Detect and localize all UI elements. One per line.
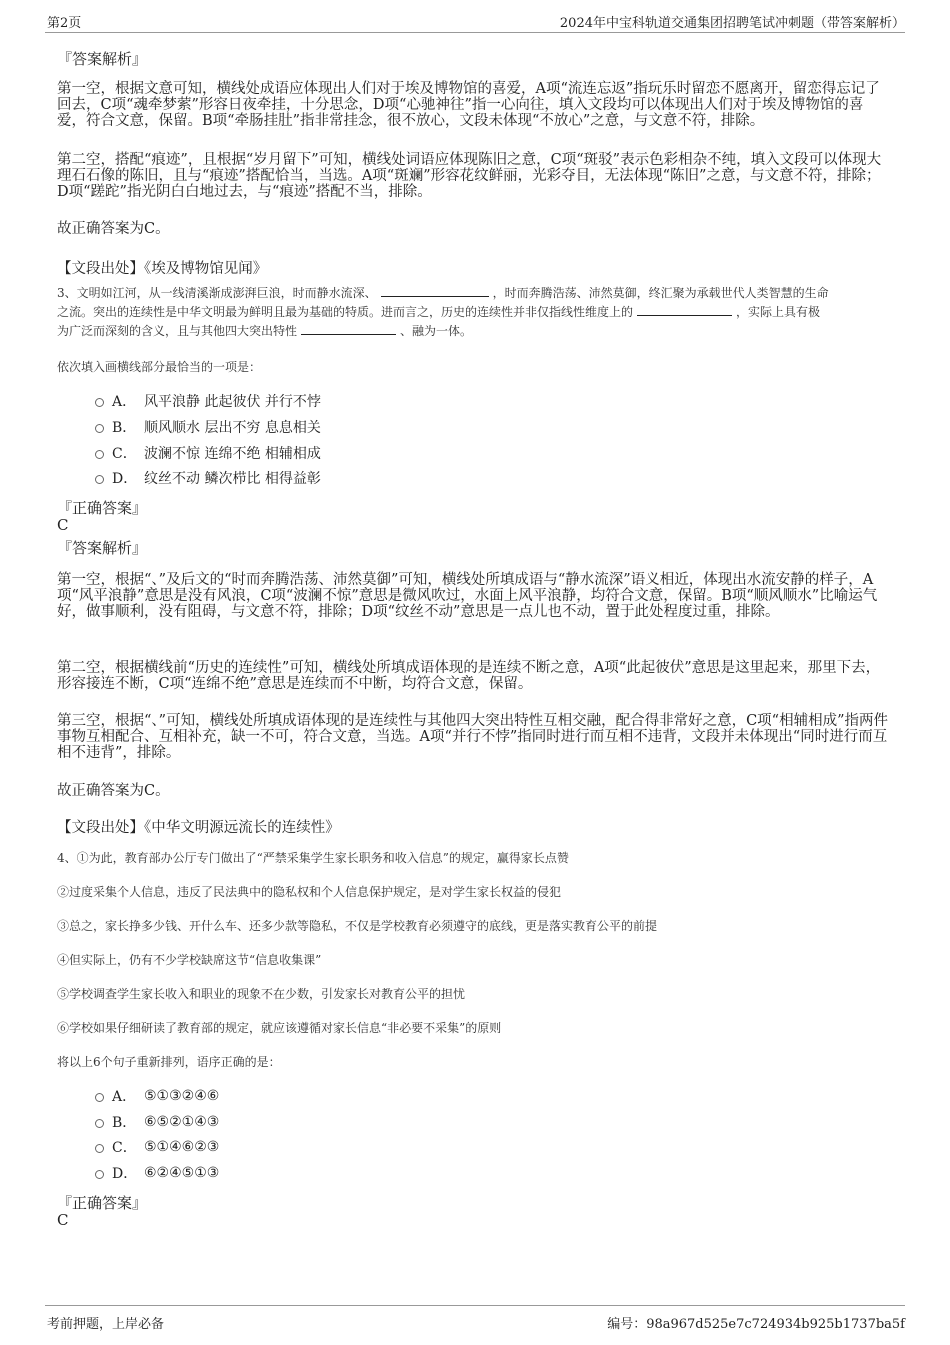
q3-option-c[interactable]: C． 波澜不惊 连绵不绝 相辅相成	[95, 443, 321, 463]
radio-icon[interactable]	[95, 1144, 104, 1153]
q3-analysis-label: 『答案解析』	[57, 539, 148, 557]
q4-option-a[interactable]: A． ⑤①③②④⑥	[95, 1086, 219, 1106]
q3-stem-part6: 、融为一体。	[400, 324, 473, 338]
q3-source: 【文段出处】《中华文明源远流长的连续性》	[57, 820, 340, 836]
q3-analysis-para3: 第三空，根据“、”可知，横线处所填成语体现的是连续性与其他四大突出特性互相交融，配合得非常好之意，C项“相辅相成”指两件事物互相配合、互相补充，缺一不可，符合文意，当选。A项“并行不悖”指同时进行而互相不违背，文段并未体现出“同时进行而互相不违背”，排除。	[57, 713, 888, 761]
radio-icon[interactable]	[95, 475, 104, 484]
radio-icon[interactable]	[95, 1093, 104, 1102]
q4-sentence-1: 4、①为此，教育部办公厅专门做出了“严禁采集学生家长职务和收入信息”的规定，赢得家长点赞	[57, 851, 569, 865]
radio-icon[interactable]	[95, 450, 104, 459]
q3-analysis-para2: 第二空，根据横线前“历史的连续性”可知，横线处所填成语体现的是连续不断之意，A项“此起彼伏”意思是这里起来，那里下去，形容接连不断，C项“连绵不绝”意思是连续而不中断，均符合文意，保留。	[57, 660, 881, 692]
q4-sentence-2: ②过度采集个人信息，违反了民法典中的隐私权和个人信息保护规定，是对学生家长权益的侵犯	[57, 885, 562, 899]
document-title: 2024年中宝科轨道交通集团招聘笔试冲刺题（带答案解析）	[559, 16, 905, 31]
radio-icon[interactable]	[95, 1119, 104, 1128]
q3-stem-part3: 之流。突出的连续性是中华文明最为鲜明且最为基础的特质。进而言之，历史的连续性并非仅指线性维度上的	[57, 305, 634, 319]
document-id: 编号：98a967d525e7c724934b925b1737ba5f	[607, 1317, 905, 1332]
q3-analysis-para1: 第一空，根据“、”及后文的“时而奔腾浩荡、沛然莫御”可知，横线处所填成语与“静水流深”语义相近，体现出水流安静的样子，A项“风平浪静”意思是没有风浪，C项“波澜不惊”意思是微风吹过，水面上风平浪静，均符合文意，保留。B项“顺风顺水”比喻运气好，做事顺利，没有阻碍，与文意不符，排除；D项“纹丝不动”意思是一点儿也不动，置于此处程度过重，排除。	[57, 572, 878, 620]
q3-blank-2	[637, 304, 732, 316]
q3-conclusion: 故正确答案为C。	[57, 783, 170, 799]
q4-correct-answer: C	[57, 1211, 69, 1229]
q2-conclusion: 故正确答案为C。	[57, 221, 170, 237]
radio-icon[interactable]	[95, 398, 104, 407]
header-divider	[45, 32, 905, 33]
q4-correct-label: 『正确答案』	[57, 1194, 148, 1212]
q3-correct-label: 『正确答案』	[57, 499, 148, 517]
q3-prompt: 依次填入画横线部分最恰当的一项是：	[57, 360, 262, 374]
q3-blank-1	[381, 285, 489, 297]
q4-sentence-4: ④但实际上，仍有不少学校缺席这节“信息收集课”	[57, 953, 322, 967]
q2-source: 【文段出处】《埃及博物馆见闻》	[57, 261, 268, 277]
page-number: 第2页	[47, 16, 82, 31]
q3-stem	[57, 284, 892, 341]
q3-stem-part1: 3、文明如江河，从一线清溪渐成澎湃巨浪，时而静水流深、	[57, 286, 377, 300]
radio-icon[interactable]	[95, 424, 104, 433]
q2-analysis-para1: 第一空，根据文意可知，横线处成语应体现出人们对于埃及博物馆的喜爱，A项“流连忘返”指玩乐时留恋不愿离开，留恋得忘记了回去，C项“魂牵梦萦”形容日夜牵挂，十分思念，D项“心驰神往”指一心向往，填入文段均可以体现出人们对于埃及博物馆的喜爱，符合文意，保留。B项“牵肠挂肚”指非常挂念，很不放心，文段未体现“不放心”之意，与文意不符，排除。	[57, 81, 880, 129]
q4-prompt: 将以上6个句子重新排列，语序正确的是：	[57, 1055, 281, 1069]
q4-option-d[interactable]: D． ⑥②④⑤①③	[95, 1163, 219, 1183]
q3-blank-3	[301, 323, 396, 335]
q3-stem-part4: ，实际上具有极	[736, 305, 821, 319]
q3-stem-part2: ，时而奔腾浩荡、沛然莫御，终汇聚为承载世代人类智慧的生命	[492, 286, 829, 300]
q2-analysis-para2: 第二空，搭配“痕迹”，且根据“岁月留下”可知，横线处词语应体现陈旧之意，C项“斑驳”表示色彩相杂不纯，填入文段可以体现大理石石像的陈旧，且与“痕迹”搭配恰当，当选。A项“斑斓”形容花纹鲜丽，光彩夺目，无法体现“陈旧”之意，与文意不符，排除；D项“蹉跎”指光阴白白地过去，与“痕迹”搭配不当，排除。	[57, 152, 882, 200]
q3-correct-answer: C	[57, 516, 69, 534]
q3-option-b[interactable]: B． 顺风顺水 层出不穷 息息相关	[95, 417, 321, 437]
q4-sentence-3: ③总之，家长挣多少钱、开什么车、还多少款等隐私，不仅是学校教育必须遵守的底线，更是落实教育公平的前提	[57, 919, 658, 933]
q4-sentence-6: ⑥学校如果仔细研读了教育部的规定，就应该遵循对家长信息“非必要不采集”的原则	[57, 1021, 502, 1035]
q3-option-a[interactable]: A． 风平浪静 此起彼伏 并行不悖	[95, 391, 321, 411]
q3-stem-part5: 为广泛而深刻的含义，且与其他四大突出特性	[57, 324, 298, 338]
q3-option-d[interactable]: D． 纹丝不动 鳞次栉比 相得益彰	[95, 468, 321, 488]
q4-option-b[interactable]: B． ⑥⑤②①④③	[95, 1112, 219, 1132]
footer-divider	[45, 1305, 905, 1306]
footer-slogan: 考前押题，上岸必备	[47, 1317, 165, 1332]
q2-analysis-label: 『答案解析』	[57, 50, 148, 68]
q4-option-c[interactable]: C． ⑤①④⑥②③	[95, 1137, 219, 1157]
radio-icon[interactable]	[95, 1170, 104, 1179]
q4-sentence-5: ⑤学校调查学生家长收入和职业的现象不在少数，引发家长对教育公平的担忧	[57, 987, 466, 1001]
